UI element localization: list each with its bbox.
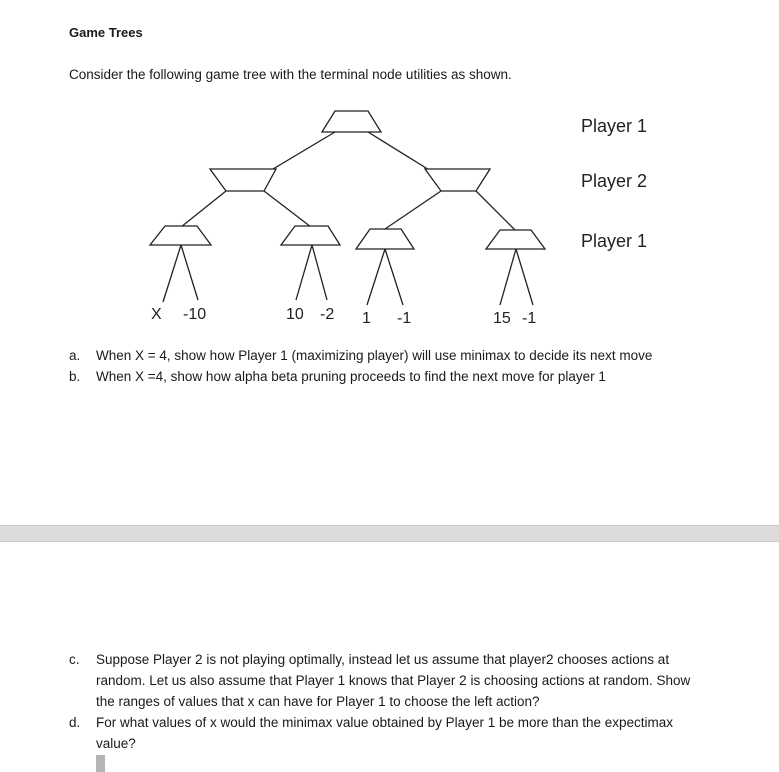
list-marker: d. — [69, 715, 81, 730]
leaf-value: X — [151, 306, 162, 323]
max-node-3 — [356, 229, 414, 249]
min-node-right — [425, 169, 490, 191]
questions-list-top — [69, 345, 729, 387]
tree-edge — [516, 249, 533, 305]
leaf-value: -1 — [397, 310, 412, 327]
leaf-value: 15 — [493, 310, 511, 327]
player-label: Player 1 — [581, 231, 648, 251]
tree-edge — [385, 191, 441, 229]
list-marker: a. — [69, 348, 81, 363]
tree-edge — [163, 245, 181, 302]
intro-paragraph: Consider the following game tree with the terminal node utilities as shown. — [69, 67, 512, 82]
document-page-2 — [0, 542, 779, 772]
question-text: For what values of x would the minimax value obtained by Player 1 be more than the expectimax value? — [96, 715, 674, 751]
leaf-value: 10 — [286, 306, 304, 323]
question-item — [69, 712, 709, 754]
player-label: Player 2 — [581, 171, 648, 191]
tree-edge — [385, 249, 403, 305]
leaf-value: -10 — [183, 306, 207, 323]
question-text: When X = 4, show how Player 1 (maximizing player) will use minimax to decide its next move — [96, 348, 653, 363]
question-item — [69, 345, 729, 366]
player-label: Player 1 — [581, 116, 648, 136]
question-text: Suppose Player 2 is not playing optimally, instead let us assume that player2 chooses actions at random. Let us also assume that Player 1 knows that Player 2 is choosing actions at random. Show the ranges of values that x can have for Player 1 to choose the left action? — [96, 652, 691, 709]
page-break-separator — [0, 525, 779, 542]
question-item — [69, 366, 729, 387]
tree-edge — [181, 191, 226, 227]
tree-edge — [500, 249, 516, 305]
tree-edge — [264, 191, 311, 227]
tree-edge — [312, 245, 327, 300]
question-item — [69, 649, 709, 712]
leaf-value: -2 — [320, 306, 335, 323]
tree-edge — [367, 249, 385, 305]
min-node-left — [210, 169, 276, 191]
tree-edge — [476, 191, 516, 231]
max-node-4 — [486, 230, 545, 249]
list-marker: b. — [69, 369, 81, 384]
list-marker: c. — [69, 652, 80, 667]
questions-list-bottom — [69, 649, 709, 754]
tree-edge — [296, 245, 312, 300]
game-tree-diagram — [0, 0, 779, 345]
tree-edge — [181, 245, 198, 300]
max-node-2 — [281, 226, 340, 245]
question-text: When X =4, show how alpha beta pruning proceeds to find the next move for player 1 — [96, 369, 606, 384]
section-heading: Game Trees — [69, 25, 143, 40]
text-cursor[interactable] — [96, 755, 105, 772]
max-node-root — [322, 111, 381, 132]
leaf-value: -1 — [522, 310, 537, 327]
max-node-1 — [150, 226, 211, 245]
leaf-value: 1 — [362, 310, 371, 327]
